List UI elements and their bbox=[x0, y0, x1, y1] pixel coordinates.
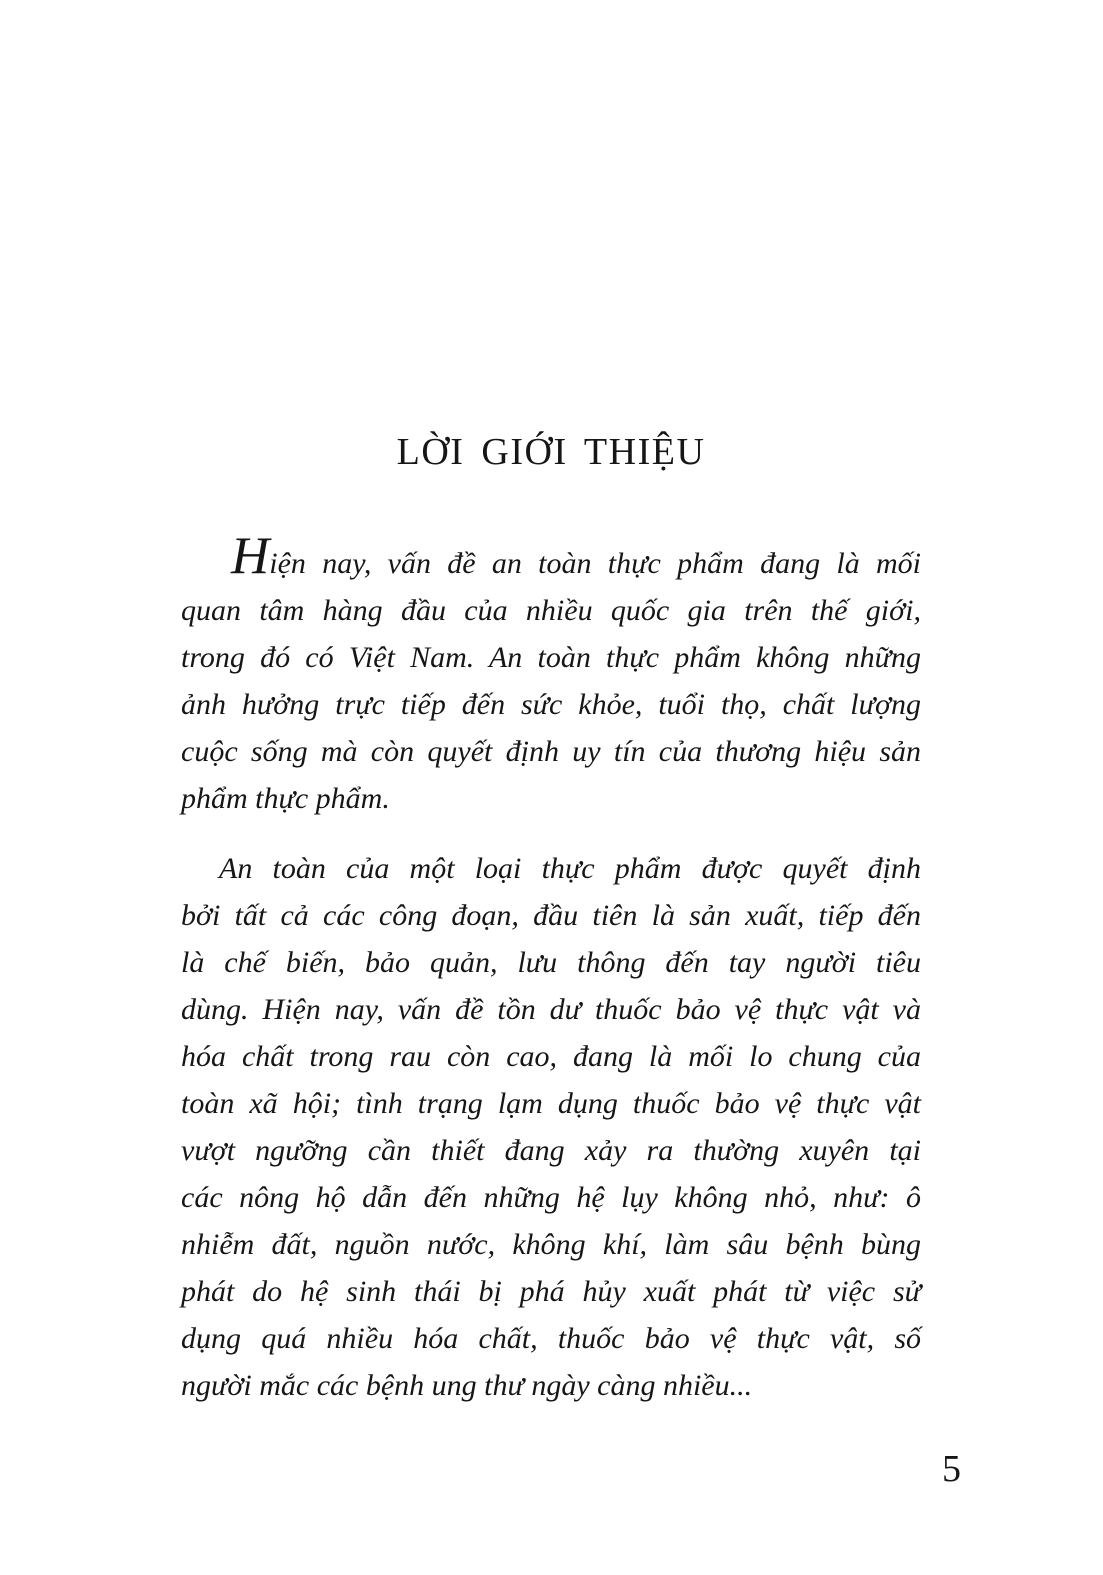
text-line: quan tâm hàng đầu của nhiều quốc gia trên thế giới, bbox=[181, 594, 921, 627]
dropcap-initial: H bbox=[231, 527, 270, 585]
text-line: hóa chất trong rau còn cao, đang là mối lo chung của bbox=[181, 1040, 921, 1073]
text-line: người mắc các bệnh ung thư ngày càng nhiều... bbox=[181, 1369, 753, 1402]
text-line-content: iện nay, vấn đề an toàn thực phẩm đang là mối bbox=[269, 547, 921, 580]
text-line: các nông hộ dẫn đến những hệ lụy không nhỏ, như: ô bbox=[181, 1181, 921, 1214]
text-line: An toàn của một loại thực phẩm được quyết định bbox=[219, 852, 921, 885]
text-line: trong đó có Việt Nam. An toàn thực phẩm không những bbox=[181, 641, 921, 674]
text-line: dùng. Hiện nay, vấn đề tồn dư thuốc bảo vệ thực vật và bbox=[181, 993, 921, 1026]
text-line: phẩm thực phẩm. bbox=[181, 782, 390, 815]
text-line: dụng quá nhiều hóa chất, thuốc bảo vệ thực vật, số bbox=[181, 1322, 921, 1355]
page-number: 5 bbox=[942, 1448, 961, 1490]
text-line: nhiễm đất, nguồn nước, không khí, làm sâu bệnh bùng bbox=[181, 1228, 921, 1261]
text-line: bởi tất cả các công đoạn, đầu tiên là sản xuất, tiếp đến bbox=[181, 899, 921, 932]
text-line: cuộc sống mà còn quyết định uy tín của thương hiệu sản bbox=[181, 735, 921, 768]
paragraph-1 bbox=[181, 527, 921, 822]
text-line: vượt ngưỡng cần thiết đang xảy ra thường xuyên tại bbox=[181, 1134, 921, 1167]
text-line: toàn xã hội; tình trạng lạm dụng thuốc bảo vệ thực vật bbox=[181, 1087, 921, 1120]
body-text bbox=[181, 527, 921, 1409]
page-title: LỜI GIỚI THIỆU bbox=[396, 431, 706, 473]
text-line: phát do hệ sinh thái bị phá hủy xuất phát từ việc sử bbox=[181, 1275, 921, 1308]
paragraph-2 bbox=[181, 845, 921, 1409]
text-line bbox=[181, 527, 921, 587]
text-line: là chế biến, bảo quản, lưu thông đến tay người tiêu bbox=[181, 946, 921, 979]
text-line: ảnh hưởng trực tiếp đến sức khỏe, tuổi thọ, chất lượng bbox=[181, 688, 921, 721]
